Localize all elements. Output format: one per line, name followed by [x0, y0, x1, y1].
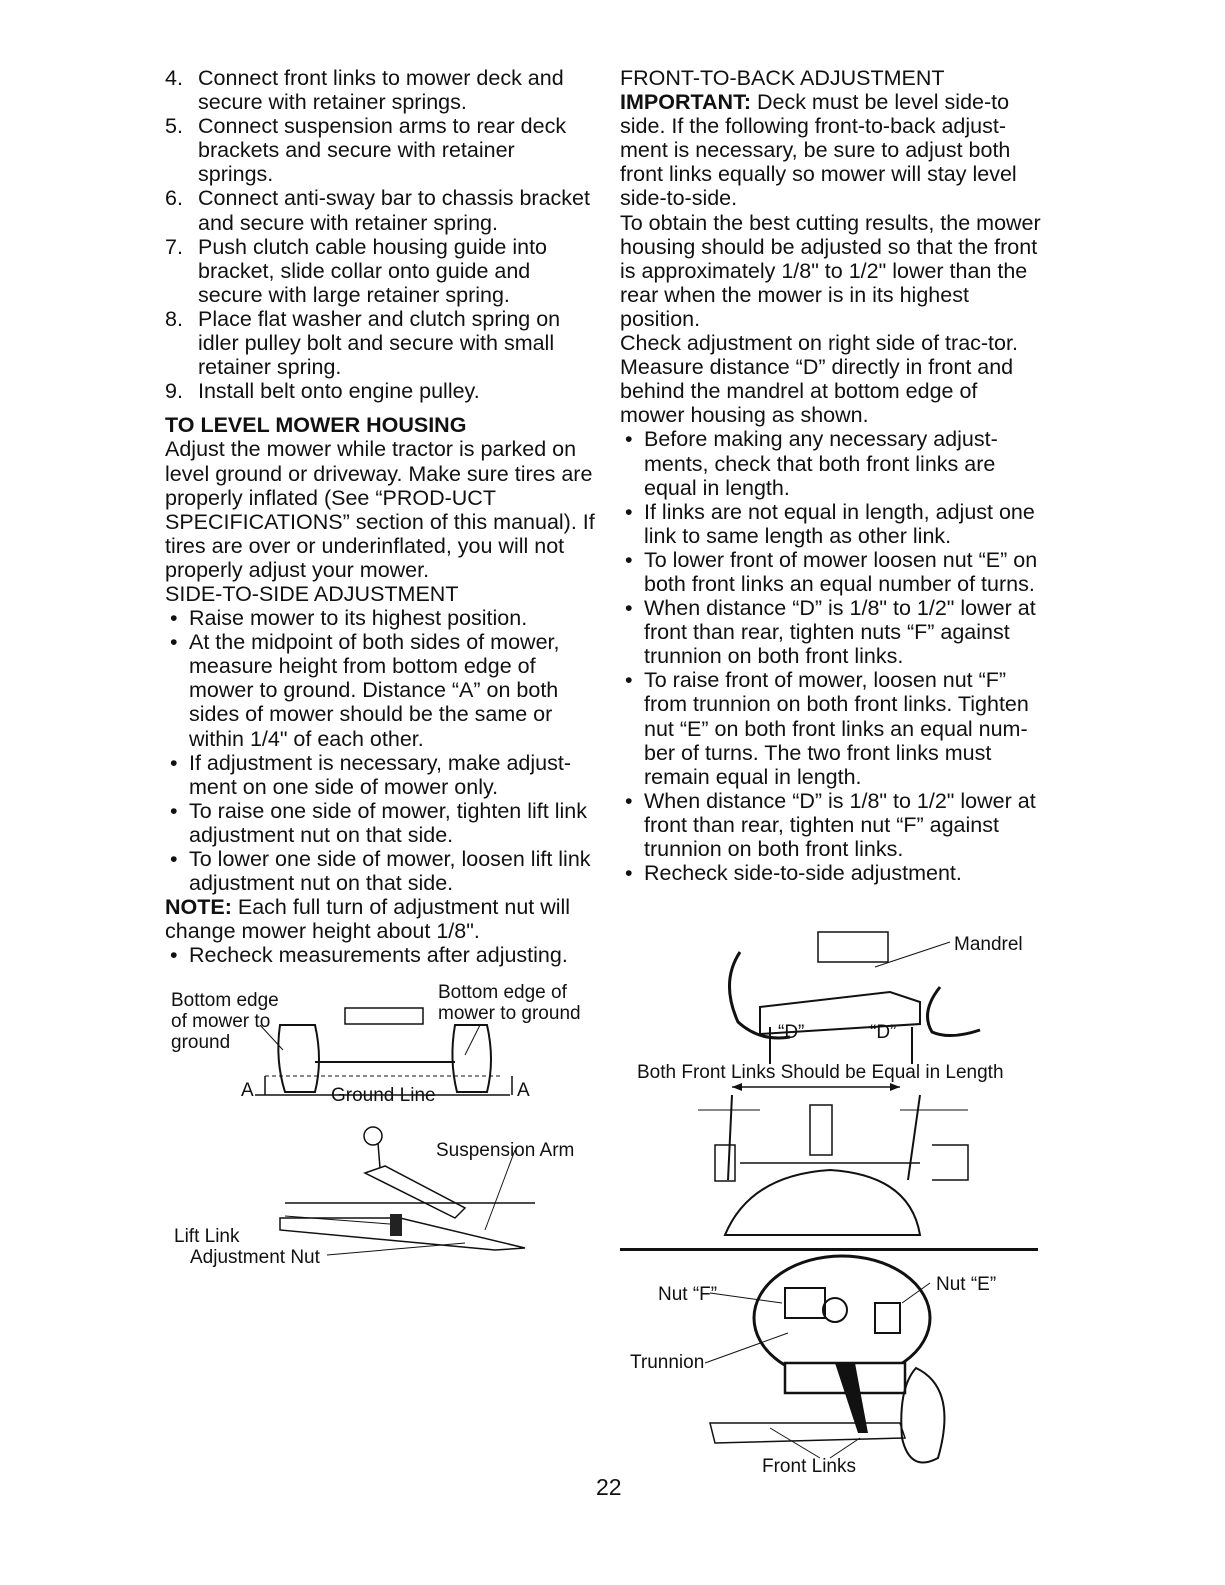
step-number: 4. — [165, 66, 183, 90]
assembly-steps — [165, 66, 595, 403]
bullet-item: • To raise front of mower, loosen nut “F” from trunnion on both front links. Tighten nut “E” on both front links an equal num-ber of turns. The two front links must remain equal in length. — [620, 668, 1045, 788]
bullet-item: • At the midpoint of both sides of mower, measure height from bottom edge of mower to ground. Distance “A” on both sides of mower should be the same or within 1/4" of each other. — [165, 630, 595, 750]
right-tire — [452, 1025, 491, 1092]
nut-f — [823, 1298, 847, 1322]
step-number: 5. — [165, 114, 183, 139]
adjustment-nut-label: Adjustment Nut — [190, 1247, 320, 1268]
left-tire — [278, 1025, 319, 1092]
mandrel-figure — [620, 912, 1040, 1082]
bullet-item: • Recheck measurements after adjusting. — [165, 943, 595, 967]
bullet-item: • Raise mower to its highest position. — [165, 606, 595, 630]
step-text: Connect front links to mower deck and secure with retainer springs. — [198, 66, 564, 115]
front-tire — [901, 1368, 944, 1463]
nut-e — [875, 1303, 900, 1333]
front-back-bullets — [620, 427, 1045, 885]
left-column — [165, 66, 595, 967]
important-paragraph — [620, 90, 1045, 210]
bullet-item: • Recheck side-to-side adjustment. — [620, 861, 1045, 885]
suspension-arm-label: Suspension Arm — [436, 1140, 575, 1161]
step-text: Push clutch cable housing guide into bracket, slide collar onto guide and secure with large retainer spring. — [198, 234, 548, 307]
step-text: Connect suspension arms to rear deck brackets and secure with retainer springs. — [198, 114, 567, 187]
front-links-top-figure — [620, 1085, 1040, 1245]
equal-length-caption: Both Front Links Should be Equal in Length — [637, 1062, 1004, 1083]
bullet-item: • When distance “D” is 1/8" to 1/2" lower at front than rear, tighten nut “F” against trunnion on both front links. — [620, 789, 1045, 861]
front-links-top-illustration — [620, 1085, 1040, 1245]
trunnion-label: Trunnion — [630, 1352, 705, 1373]
side-to-side-figure — [165, 980, 595, 1106]
note-bullets — [165, 943, 595, 967]
bullet-item: • Before making any necessary adjust-ments, check that both front links are equal in length. — [620, 427, 1045, 499]
dimension-a-label: A — [517, 1080, 530, 1101]
step-text: Connect anti-sway bar to chassis bracket and secure with retainer spring. — [198, 186, 590, 235]
page-number: 22 — [596, 1474, 622, 1500]
cutting-paragraph: To obtain the best cutting results, the mower housing should be adjusted so that the front is approximately 1/8" to 1/2" lower than the rear when the mower is in its highest position. — [620, 210, 1041, 331]
bullet-item: • To raise one side of mower, tighten lift link adjustment nut on that side. — [165, 799, 595, 847]
rear-tire-arc — [928, 987, 981, 1036]
bullet-item: • When distance “D” is 1/8" to 1/2" lower at front than rear, tighten nuts “F” against trunnion on both front links. — [620, 596, 1045, 668]
bullet-item: • If adjustment is necessary, make adjust-ment on one side of mower only. — [165, 751, 595, 799]
note-label: NOTE: — [165, 895, 232, 920]
important-text: Deck must be level side-to side. If the following front-to-back adjust-ment is necessary, be sure to adjust both front links equally so mower will stay level side-to-side. — [620, 90, 1017, 211]
step-item — [165, 379, 595, 403]
bullet-item: • To lower front of mower loosen nut “E” on both front links an equal number of turns. — [620, 548, 1045, 596]
detail-circle — [754, 1256, 930, 1380]
suspension-arm — [365, 1166, 465, 1218]
step-item — [165, 235, 595, 307]
nut-f-label: Nut “F” — [658, 1284, 718, 1305]
side-bullets — [165, 606, 595, 895]
step-item — [165, 186, 595, 234]
step-number: 6. — [165, 186, 183, 211]
lift-link-figure — [165, 1118, 595, 1273]
bottom-edge-label-left: Bottom edge of mower to ground — [171, 990, 279, 1053]
subsection-heading: SIDE-TO-SIDE ADJUSTMENT — [165, 581, 459, 606]
adjustment-nut — [390, 1214, 402, 1236]
intro-paragraph: Adjust the mower while tractor is parked on level ground or driveway. Make sure tires are properly inflated (See “PROD-UCT SPECIFICATIONS” section of this manual). If tires are over or underinflated, you will not properly adjust your mower. — [165, 437, 595, 582]
bullet-item: • If links are not equal in length, adjust one link to same length as other link. — [620, 500, 1045, 548]
step-number: 7. — [165, 234, 183, 259]
figure-divider — [620, 1248, 1038, 1251]
step-number: 9. — [165, 379, 183, 404]
ground-line-label: Ground Line — [331, 1085, 436, 1106]
note-text: Each full turn of adjustment nut will change mower height about 1/8". — [165, 895, 571, 944]
trunnion-figure — [620, 1258, 1040, 1478]
dimension-a-label: A — [241, 1080, 254, 1101]
deck-edge — [710, 1423, 905, 1443]
section-heading: TO LEVEL MOWER HOUSING — [165, 413, 467, 438]
lift-link-label: Lift Link — [174, 1226, 240, 1247]
front-links-label: Front Links — [762, 1456, 856, 1477]
note-paragraph — [165, 895, 595, 943]
deck — [345, 1008, 423, 1024]
nut-e-label: Nut “E” — [936, 1274, 997, 1295]
front-to-back-heading: FRONT-TO-BACK ADJUSTMENT — [620, 66, 945, 90]
step-item — [165, 66, 595, 114]
distance-d-label: “D” — [778, 1022, 805, 1043]
important-label: IMPORTANT: — [620, 90, 751, 115]
distance-d-label: “D” — [870, 1022, 897, 1043]
step-text: Install belt onto engine pulley. — [198, 379, 480, 404]
bullet-item: • To lower one side of mower, loosen lift link adjustment nut on that side. — [165, 847, 595, 895]
right-column — [620, 66, 1045, 885]
mandrel-label: Mandrel — [954, 934, 1023, 955]
step-number: 8. — [165, 306, 183, 331]
check-paragraph: Check adjustment on right side of trac-tor. Measure distance “D” directly in front and behind the mandrel at bottom edge of mower housing as shown. — [620, 331, 1018, 428]
bottom-edge-label-right: Bottom edge of mower to ground — [438, 982, 581, 1024]
step-item — [165, 307, 595, 379]
tire-tread — [725, 1170, 920, 1235]
step-item — [165, 114, 595, 186]
step-text: Place flat washer and clutch spring on idler pulley bolt and secure with small retainer spring. — [198, 306, 561, 380]
